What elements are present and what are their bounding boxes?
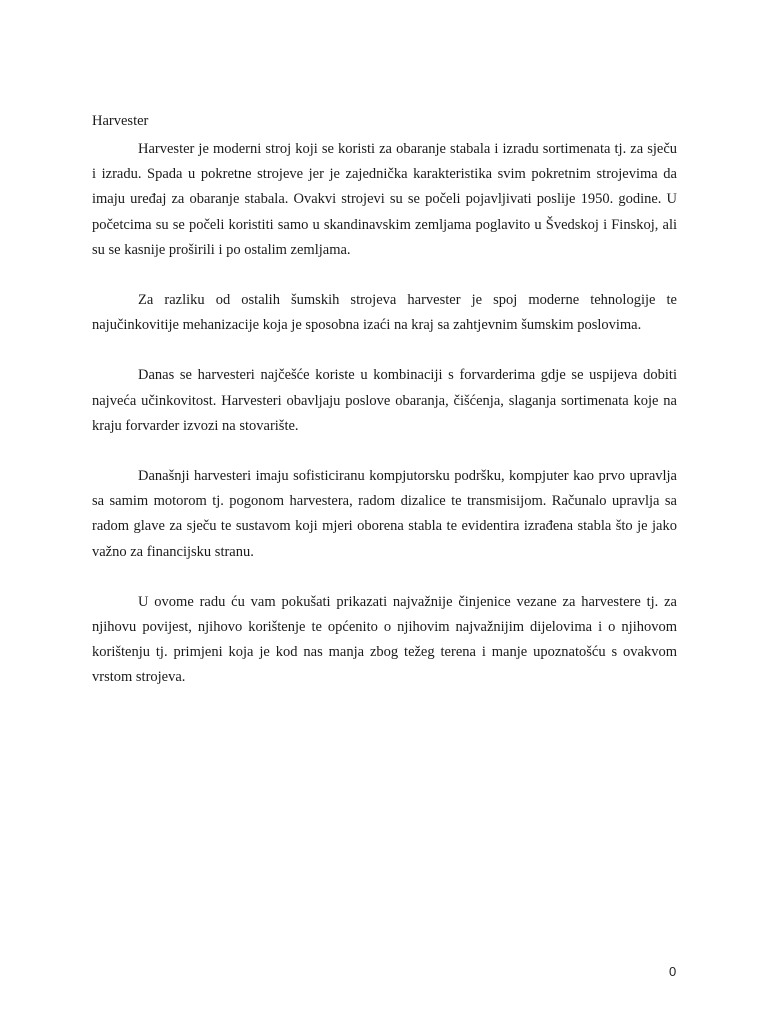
document-body bbox=[92, 137, 677, 716]
paragraph-comparison: Za razliku od ostalih šumskih strojeva harvester je spoj moderne tehnologije te najučinkovitije mehanizacije koja je sposobna izaći na kraj sa zahtjevnim šumskim poslovima. bbox=[92, 292, 677, 334]
paragraph-computer-support: Današnji harvesteri imaju sofisticiranu kompjutorsku podršku, kompjuter kao prvo upravlja sa samim motorom tj. pogonom harvestera, radom dizalice te transmisijom. Računalo upravlja sa radom glave za sječu te sustavom koji mjeri oborena stabla te evidentira izrađena stabla što je jako važno za financijsku stranu. bbox=[92, 468, 677, 560]
page-number: 0 bbox=[669, 964, 677, 979]
paragraph-forwarder-combination: Danas se harvesteri najčešće koriste u kombinaciji s forvarderima gdje se uspijeva dobiti najveća učinkovitost. Harvesteri obavljaju poslove obaranja, čišćenja, slaganja sortimenata koje na kraju forvarder izvozi na stovarište. bbox=[92, 367, 677, 434]
document-title: Harvester bbox=[92, 113, 149, 129]
paragraph-paper-overview: U ovome radu ću vam pokušati prikazati najvažnije činjenice vezane za harvestere tj. za njihovu povijest, njihovo korištenje te općenito o njihovim najvažnijim dijelovima i o njihovom korištenju tj. primjeni koja je kod nas manja zbog težeg terena i manje upoznatošću s ovakvom vrstom strojeva. bbox=[92, 593, 677, 686]
paragraph-intro: Harvester je moderni stroj koji se koristi za obaranje stabala i izradu sortimenata tj. za sječu i izradu. Spada u pokretne strojeve jer je zajednička karakteristika svim pokretnim strojevima da imaju uređaj za obaranje stabala. Ovakvi strojevi su se počeli pojavljivati poslije 1950. godine. U početcima su se počeli koristiti samo u skandinavskim zemljama poglavito u Švedskoj i Finskoj, ali su se kasnije proširili i po ostalim zemljama. bbox=[92, 141, 677, 258]
